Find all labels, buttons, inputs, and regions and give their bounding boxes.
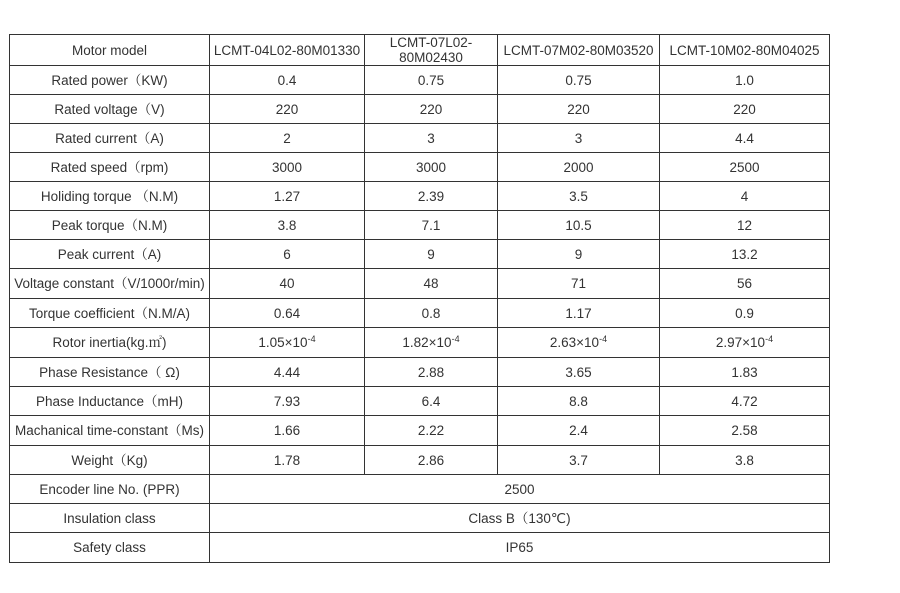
- cell-value: 4.72: [660, 387, 830, 416]
- cell-value: 71: [498, 269, 660, 299]
- cell-value: 220: [498, 95, 660, 124]
- exponent: -4: [451, 334, 460, 344]
- table-row: [10, 504, 830, 533]
- cell-value: 4.4: [660, 124, 830, 153]
- cell-value: 13.2: [660, 240, 830, 269]
- motor-spec-table: [9, 34, 830, 563]
- cell-value: 1.17: [498, 299, 660, 328]
- cell-value: [660, 328, 830, 358]
- row-label: Rated speed（rpm): [10, 153, 210, 182]
- table-row: [10, 240, 830, 269]
- row-label: Rotor inertia(kg.㎡): [10, 328, 210, 358]
- mantissa: 2.97×10: [715, 335, 766, 350]
- cell-value: 3000: [210, 153, 365, 182]
- row-label: Holiding torque （N.M): [10, 182, 210, 211]
- row-label: Rated voltage（V): [10, 95, 210, 124]
- model-name: LCMT-04L02-80M01330: [210, 35, 365, 66]
- cell-value: 2.4: [498, 416, 660, 446]
- row-label: Peak torque（N.M): [10, 211, 210, 240]
- cell-value: 0.8: [365, 299, 498, 328]
- row-label: Machanical time-constant（Ms): [10, 416, 210, 446]
- cell-value: 3.8: [660, 446, 830, 475]
- cell-value: 2: [210, 124, 365, 153]
- cell-value: 3.8: [210, 211, 365, 240]
- exponent: -4: [599, 334, 608, 344]
- cell-value: 3: [498, 124, 660, 153]
- cell-value: IP65: [210, 533, 830, 563]
- row-label: Encoder line No. (PPR): [10, 475, 210, 504]
- table-row: [10, 299, 830, 328]
- cell-value: 1.66: [210, 416, 365, 446]
- cell-value: 3.65: [498, 358, 660, 387]
- table-row: [10, 66, 830, 95]
- row-label: Safety class: [10, 533, 210, 563]
- cell-value: 1.83: [660, 358, 830, 387]
- model-name: LCMT-10M02-80M04025: [660, 35, 830, 66]
- table-row: [10, 358, 830, 387]
- cell-value: 1.27: [210, 182, 365, 211]
- row-label: Rated current（A): [10, 124, 210, 153]
- cell-value: 12: [660, 211, 830, 240]
- cell-value: 0.75: [365, 66, 498, 95]
- table-row: [10, 446, 830, 475]
- cell-value: 7.93: [210, 387, 365, 416]
- table-row: [10, 475, 830, 504]
- table-row: [10, 182, 830, 211]
- cell-value: 10.5: [498, 211, 660, 240]
- cell-value: 2000: [498, 153, 660, 182]
- table-row: [10, 387, 830, 416]
- table-row: [10, 416, 830, 446]
- cell-value: 3.5: [498, 182, 660, 211]
- cell-value: 7.1: [365, 211, 498, 240]
- table-row: [10, 269, 830, 299]
- cell-value: 2.88: [365, 358, 498, 387]
- cell-value: 3.7: [498, 446, 660, 475]
- cell-value: 40: [210, 269, 365, 299]
- cell-value: 2500: [210, 475, 830, 504]
- row-label: Peak current（A): [10, 240, 210, 269]
- cell-value: 48: [365, 269, 498, 299]
- row-label: Rated power（KW): [10, 66, 210, 95]
- mantissa: 2.63×10: [549, 335, 600, 350]
- cell-value: 0.64: [210, 299, 365, 328]
- cell-value: 0.9: [660, 299, 830, 328]
- table-row: [10, 328, 830, 358]
- mantissa: 1.82×10: [402, 335, 452, 350]
- cell-value: 8.8: [498, 387, 660, 416]
- exponent: -4: [307, 334, 316, 344]
- header-label: Motor model: [10, 35, 210, 66]
- row-label: Phase Resistance（ Ω): [10, 358, 210, 387]
- table-row: [10, 211, 830, 240]
- cell-value: 220: [660, 95, 830, 124]
- cell-value: 9: [365, 240, 498, 269]
- mantissa: 1.05×10: [258, 335, 308, 350]
- cell-value: 6.4: [365, 387, 498, 416]
- cell-value: Class B（130℃): [210, 504, 830, 533]
- row-label: Torque coefficient（N.M/A): [10, 299, 210, 328]
- table-row: [10, 153, 830, 182]
- cell-value: 0.75: [498, 66, 660, 95]
- cell-value: 2.22: [365, 416, 498, 446]
- cell-value: 220: [210, 95, 365, 124]
- cell-value: 220: [365, 95, 498, 124]
- cell-value: 1.0: [660, 66, 830, 95]
- exponent: -4: [765, 334, 774, 344]
- row-label: Phase Inductance（mH): [10, 387, 210, 416]
- model-name: LCMT-07L02-80M02430: [365, 35, 498, 66]
- cell-value: 6: [210, 240, 365, 269]
- cell-value: 3000: [365, 153, 498, 182]
- header-row: [10, 35, 830, 66]
- row-label: Insulation class: [10, 504, 210, 533]
- row-label: Weight（Kg): [10, 446, 210, 475]
- cell-value: 56: [660, 269, 830, 299]
- cell-value: [210, 328, 365, 358]
- table-row: [10, 124, 830, 153]
- cell-value: 2500: [660, 153, 830, 182]
- cell-value: 1.78: [210, 446, 365, 475]
- table-row: [10, 95, 830, 124]
- cell-value: 4.44: [210, 358, 365, 387]
- model-name: LCMT-07M02-80M03520: [498, 35, 660, 66]
- table-row: [10, 533, 830, 563]
- cell-value: [498, 328, 660, 358]
- cell-value: 2.39: [365, 182, 498, 211]
- cell-value: 0.4: [210, 66, 365, 95]
- cell-value: 2.58: [660, 416, 830, 446]
- cell-value: 2.86: [365, 446, 498, 475]
- cell-value: [365, 328, 498, 358]
- row-label: Voltage constant（V/1000r/min): [10, 269, 210, 299]
- cell-value: 9: [498, 240, 660, 269]
- cell-value: 3: [365, 124, 498, 153]
- cell-value: 4: [660, 182, 830, 211]
